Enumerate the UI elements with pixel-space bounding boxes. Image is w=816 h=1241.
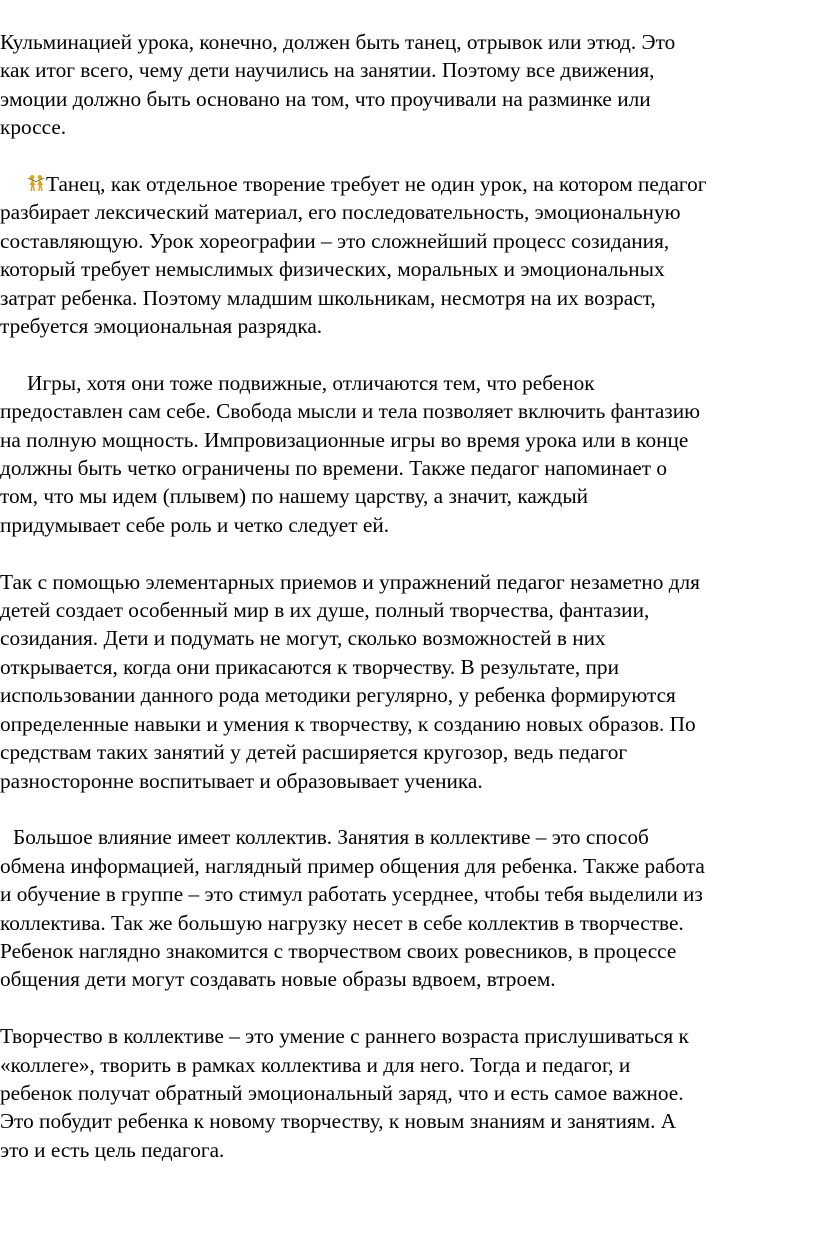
paragraph-5-text: Большое влияние имеет коллектив. Занятия в коллективе – это способ обмена информацией, наглядный пример общения для ребенка. Также работа и обучение в группе – это стимул работать усерднее, чтобы тебя выделили из коллектива. Так же большую нагрузку несет в себе коллектив в творчестве. Ребенок наглядно знакомится с творчеством своих ровесников, в процессе общения дети могут создавать новые образы вдвоем, втроем. [0, 825, 705, 992]
paragraph-2-text: Танец, как отдельное творение требует не один урок, на котором педагог разбирает лексический материал, его последовательность, эмоциональную составляющую. Урок хореографии – это сложнейший процесс созидания, который требует немыслимых физических, моральных и эмоциональных затрат ребенка. Поэтому младшим школьникам, несмотря на их возраст, требуется эмоциональная разрядка. [0, 172, 707, 339]
paragraph-2 [0, 170, 816, 340]
paragraph-1: Кульминацией урока, конечно, должен быть танец, отрывок или этюд. Это как итог всего, чему дети научились на занятии. Поэтому все движения, эмоции должно быть основано на том, что проучивали на разминке или кроссе. [0, 30, 676, 140]
paragraph-gap [0, 994, 816, 1022]
paragraph-gap [0, 539, 816, 567]
paragraph-gap [0, 142, 816, 170]
paragraph-6: Творчество в коллективе – это умение с раннего возраста прислушиваться к «коллеге», творить в рамках коллектива и для него. Тогда и педагог, и ребенок получат обратный эмоциональный заряд, что и есть самое важное. Это побудит ребенка к новому творчеству, к новым знаниям и занятиям. А это и есть цель педагога. [0, 1024, 689, 1162]
paragraph-4: Так с помощью элементарных приемов и упражнений педагог незаметно для детей создает особенный мир в их душе, полный творчества, фантазии, созидания. Дети и подумать не могут, сколько возможностей в них открывается, когда они прикасаются к творчеству. В результате, при использовании данного рода методики регулярно, у ребенка формируются определенные навыки и умения к творчеству, к созданию новых образов. По средствам таких занятий у детей расширяется кругозор, ведь педагог разносторонне воспитывает и образовывает ученика. [0, 569, 700, 793]
paragraph-gap [0, 795, 816, 823]
paragraph-5 [0, 823, 816, 993]
dancers-icon [27, 174, 45, 192]
paragraph-gap [0, 340, 816, 368]
document-page [0, 28, 816, 1164]
paragraph-3 [0, 369, 816, 539]
paragraph-3-text: Игры, хотя они тоже подвижные, отличаются тем, что ребенок предоставлен сам себе. Свобода мысли и тела позволяет включить фантазию на полную мощность. Импровизационные игры во время урока или в конце должны быть четко ограничены по времени. Также педагог напоминает о том, что мы идем (плывем) по нашему царству, а значит, каждый придумывает себе роль и четко следует ей. [0, 370, 700, 537]
